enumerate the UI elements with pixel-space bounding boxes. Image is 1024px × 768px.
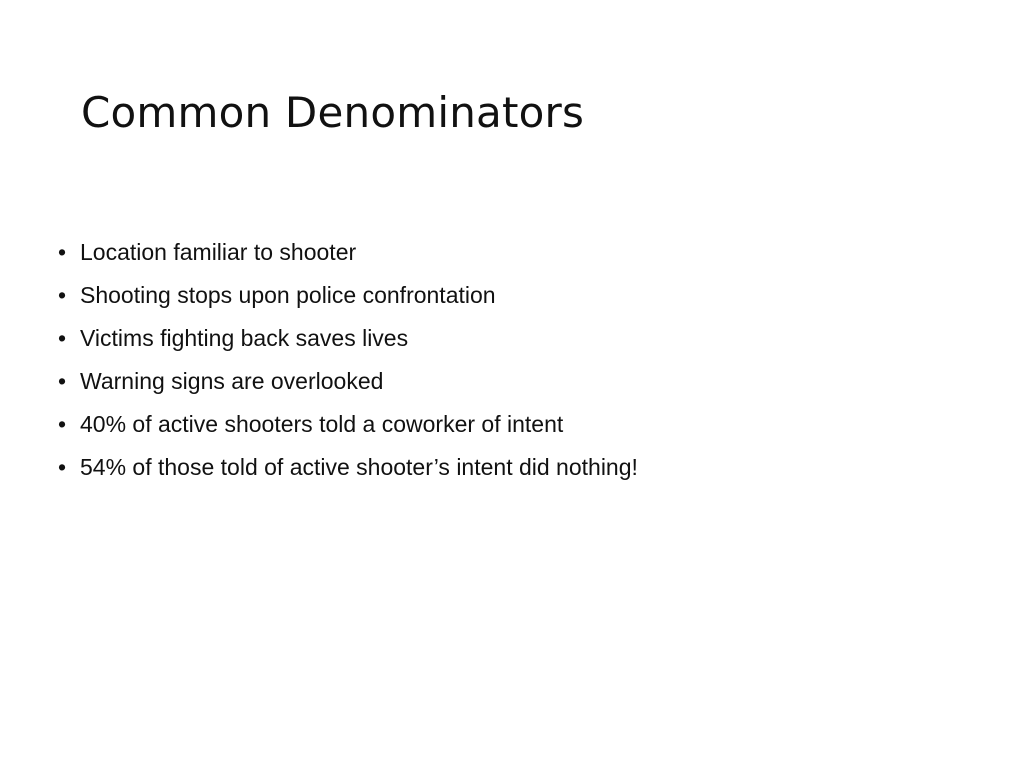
list-item [58, 320, 638, 363]
bullet-text: Victims fighting back saves lives [80, 325, 409, 351]
bullet-text: Warning signs are overlooked [80, 368, 384, 394]
bullet-icon: • [58, 368, 67, 394]
bullet-icon: • [58, 454, 67, 480]
bullet-icon: • [58, 282, 67, 308]
bullet-icon: • [58, 325, 67, 351]
list-item [58, 234, 638, 277]
slide-title: Common Denominators [81, 88, 585, 137]
bullet-text: Shooting stops upon police confrontation [80, 282, 496, 308]
bullet-icon: • [58, 411, 67, 437]
bullet-text: 54% of those told of active shooter’s intent did nothing! [80, 454, 638, 480]
list-item [58, 449, 638, 492]
bullet-text: 40% of active shooters told a coworker of intent [80, 411, 564, 437]
bullet-list [58, 234, 638, 492]
list-item [58, 277, 638, 320]
bullet-text: Location familiar to shooter [80, 239, 357, 265]
bullet-icon: • [58, 239, 67, 265]
list-item [58, 363, 638, 406]
list-item [58, 406, 638, 449]
